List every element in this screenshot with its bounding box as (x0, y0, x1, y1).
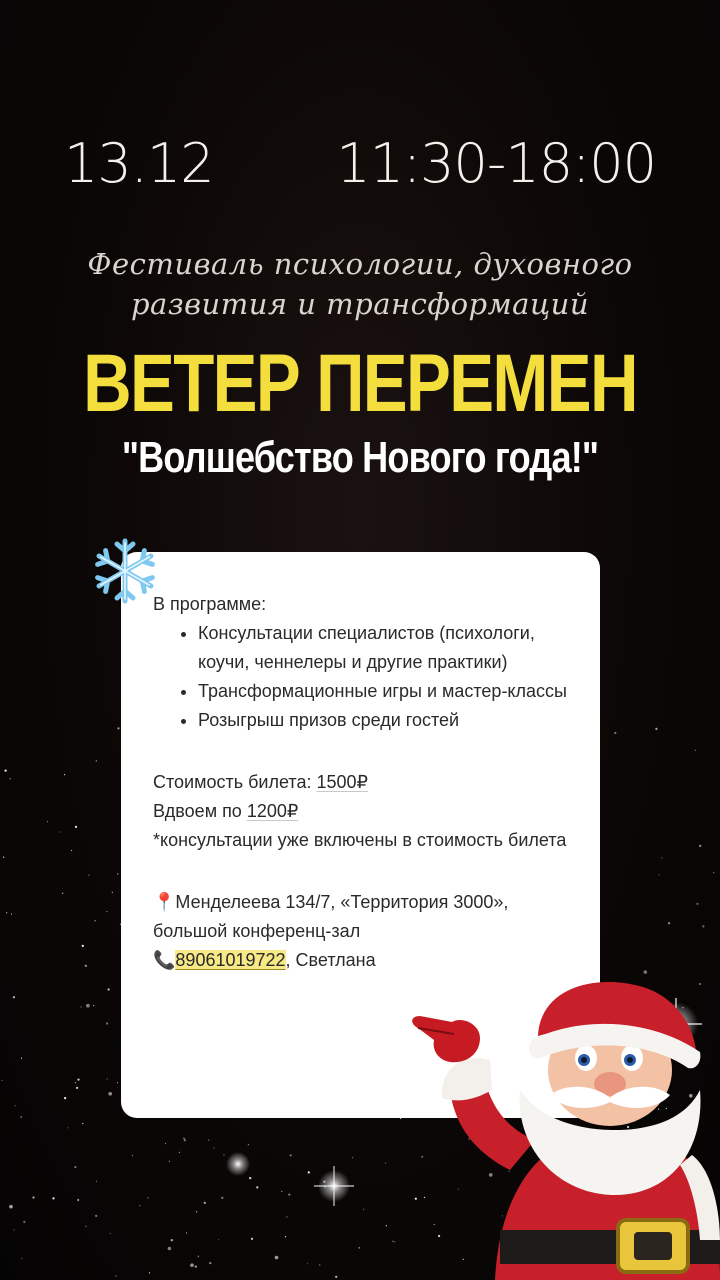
star-dot (394, 1241, 395, 1242)
star-dot (23, 1221, 25, 1223)
star-dot (96, 1181, 97, 1182)
star-dot (88, 875, 89, 876)
star-dot (171, 1239, 173, 1241)
star-dot (288, 1194, 290, 1196)
star-dot (74, 1166, 76, 1168)
contact-line (153, 946, 573, 975)
star-dot (32, 1196, 34, 1198)
main-title: ВЕТЕР ПЕРЕМЕН (83, 338, 637, 429)
star-dot (117, 873, 118, 874)
star-dot (81, 1006, 82, 1007)
star-dot (198, 1256, 199, 1257)
star-dot (76, 1087, 78, 1089)
star-dot (281, 1191, 282, 1192)
star-dot (21, 1058, 22, 1059)
address-text: Менделеева 134/7, «Территория 3000», (175, 892, 509, 912)
telephone-icon: 📞 (153, 950, 176, 970)
program-heading: В программе: (153, 594, 267, 614)
pair-price-label: Вдвоем по (153, 801, 247, 821)
star-dot (117, 727, 119, 729)
star-dot (75, 1082, 76, 1083)
star-dot (106, 911, 107, 912)
star-dot (168, 1247, 172, 1251)
star-dot (6, 912, 7, 913)
star-dot (209, 1262, 211, 1264)
star-dot (251, 1238, 253, 1240)
star-dot (392, 1241, 393, 1242)
star-dot (21, 1116, 22, 1117)
snowflake-icon (90, 536, 160, 606)
address-line (153, 888, 573, 917)
star-dot (95, 1215, 97, 1217)
festival-subtitle (60, 244, 660, 324)
star-dot (184, 1139, 186, 1141)
star-dot (139, 1205, 140, 1206)
star-dot (132, 1155, 133, 1156)
star-dot (5, 770, 7, 772)
star-dot (644, 970, 648, 974)
star-dot (668, 922, 670, 924)
pair-price-value: 1200₽ (246, 801, 299, 821)
star-dot (213, 1147, 214, 1148)
star-dot (286, 1216, 287, 1217)
star-dot (96, 760, 97, 761)
star-dot (275, 1256, 279, 1260)
star-dot (106, 1022, 108, 1024)
address-line-2: большой конференц-зал (153, 921, 361, 941)
star-dot (77, 1199, 79, 1201)
star-dot (308, 1171, 310, 1173)
star-dot (82, 1123, 83, 1124)
star-dot (86, 1004, 90, 1008)
star-dot (363, 1209, 364, 1210)
program-list (153, 619, 573, 735)
star-dot (285, 1236, 286, 1237)
star-dot (47, 821, 48, 822)
star-dot (183, 1138, 184, 1139)
tagline: "Волшебство Нового года!" (121, 433, 599, 482)
card-content (153, 590, 573, 975)
star-dot (149, 1272, 150, 1273)
star-dot (52, 1197, 54, 1199)
star-dot (699, 845, 701, 847)
star-dot (248, 1144, 249, 1145)
star-dot (95, 920, 96, 921)
star-dot (307, 1263, 308, 1264)
star-dot (10, 778, 11, 779)
ticket-price-value: 1500₽ (316, 772, 368, 792)
map-pin-icon: 📍 (153, 892, 176, 912)
star-dot (117, 1082, 118, 1083)
star-dot (77, 1079, 79, 1081)
star-dot (695, 750, 696, 751)
star-dot (661, 857, 662, 858)
star-dot (696, 903, 698, 905)
star-dot (2, 1080, 3, 1081)
star-dot (218, 1239, 219, 1240)
star-dot (186, 1232, 187, 1233)
star-dot (115, 1275, 116, 1276)
star-dot (147, 1197, 148, 1198)
star-dot (204, 1202, 206, 1204)
star-dot (75, 826, 77, 828)
star-dot (655, 728, 657, 730)
price-note: *консультации уже включены в стоимость билета (153, 830, 567, 850)
star-dot (62, 893, 63, 894)
star-dot (85, 1226, 86, 1227)
star-dot (3, 857, 4, 858)
contact-name: , Светлана (285, 950, 376, 970)
star-dot (386, 1225, 387, 1226)
star-dot (169, 1161, 170, 1162)
star-dot (659, 874, 660, 875)
subtitle-line: развития и трансформаций (130, 287, 590, 321)
bright-star (314, 1166, 354, 1206)
star-dot (82, 945, 84, 947)
star-dot (208, 1140, 209, 1141)
event-time: 11:30-18:00 (336, 132, 656, 195)
star-dot (110, 1233, 111, 1234)
star-dot (59, 831, 60, 832)
star-dot (196, 1211, 197, 1212)
pair-price-line (153, 797, 573, 826)
star-dot (195, 1266, 197, 1268)
star-dot (11, 913, 12, 914)
bright-star (226, 1152, 250, 1176)
star-dot (614, 732, 616, 734)
program-item: • Розыгрыш призов среди гостей (198, 706, 573, 735)
star-dot (319, 1264, 320, 1265)
star-dot (107, 1078, 108, 1079)
star-dot (359, 1247, 360, 1248)
star-dot (108, 1092, 112, 1096)
ticket-price-label: Стоимость билета: (153, 772, 317, 792)
santa-illustration (400, 980, 720, 1280)
star-dot (14, 1229, 15, 1230)
star-dot (385, 1162, 386, 1163)
star-dot (249, 1177, 251, 1179)
star-dot (108, 988, 110, 990)
program-item: • Консультации специалистов (психологи, коучи, ченнелеры и другие практики) (198, 619, 573, 677)
star-dot (85, 965, 87, 967)
program-item: • Трансформационные игры и мастер-классы (198, 677, 573, 706)
event-date: 13.12 (64, 132, 214, 195)
star-dot (68, 1127, 69, 1128)
star-dot (64, 774, 65, 775)
star-dot (9, 1205, 13, 1209)
star-dot (190, 1263, 194, 1267)
star-dot (21, 1258, 22, 1259)
star-dot (93, 1005, 94, 1006)
star-dot (64, 1097, 66, 1099)
star-dot (15, 1105, 16, 1106)
star-dot (221, 1197, 223, 1199)
star-dot (713, 872, 714, 873)
ticket-price-line (153, 768, 573, 797)
subtitle-line: Фестиваль психологии, духовного (87, 247, 633, 281)
star-dot (256, 1186, 258, 1188)
star-dot (223, 1154, 224, 1155)
star-dot (112, 892, 113, 893)
star-dot (179, 1152, 180, 1153)
star-dot (352, 1157, 353, 1158)
phone-link[interactable]: 89061019722 (175, 950, 286, 970)
star-dot (71, 850, 72, 851)
star-dot (165, 1143, 166, 1144)
star-dot (702, 925, 704, 927)
star-dot (13, 996, 15, 998)
star-dot (290, 1154, 292, 1156)
star-dot (335, 1276, 337, 1278)
